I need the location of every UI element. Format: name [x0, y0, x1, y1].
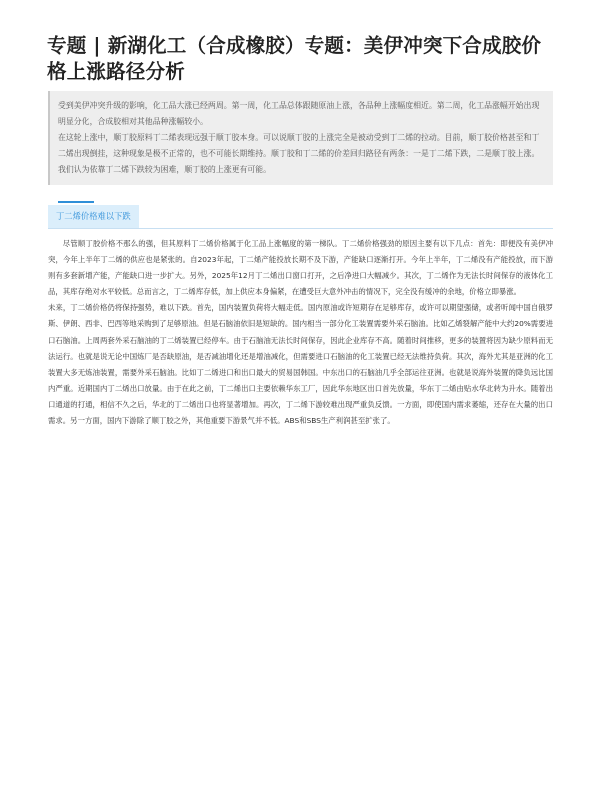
section-title: 丁二烯价格难以下跌	[48, 205, 139, 228]
page-title: 专题 | 新湖化工（合成橡胶）专题：美伊冲突下合成胶价格上涨路径分析	[47, 34, 542, 83]
body-paragraph-1: 尽管顺丁胶价格不那么的强，但其原料丁二烯价格属于化工品上涨幅度的第一梯队。丁二烯价格强劲的原因主要有以下几点：首先：即便没有美伊冲突，今年上半年丁二烯的供应也是紧张的。自2023年起，丁二烯产能投放长期不及下游，产能缺口逐渐打开。今年上半年，丁二烯没有产能投放，而下游则有多套新增产能，产能缺口进一步扩大。另外，2025年12月丁二烯出口窗口打开，之后净进口大幅减少。其次，丁二烯作为无法长时间保存的液体化工品，其库存绝对水平较低。总而言之，丁二烯库存低，加上供应本身偏紧，在遭受巨大意外冲击的情况下，完全没有缓冲的余地，价格立即暴涨。	[48, 239, 553, 297]
article-body	[48, 236, 553, 429]
summary-paragraph-1: 受到美伊冲突升级的影响，化工品大涨已经两周。第一周，化工品总体跟随原油上涨，各品种上涨幅度相近。第二周，化工品涨幅开始出现明显分化，合成胶相对其他品种涨幅较小。	[58, 101, 540, 126]
summary-box	[48, 91, 553, 185]
section-header	[48, 198, 553, 229]
summary-paragraph-2: 在这轮上涨中，顺丁胶原料丁二烯表现远强于顺丁胶本身。可以说顺丁胶的上涨完全是被动受到丁二烯的拉动。目前，顺丁胶价格甚至和丁二烯出现倒挂，这种现象是极不正常的，也不可能长期维持。顺丁胶和丁二烯的价差回归路径有两条：一是丁二烯下跌，二是顺丁胶上涨。我们认为依靠丁二烯下跌较为困难，顺丁胶的上涨更有可能。	[58, 133, 540, 174]
section-accent-bar	[58, 201, 94, 203]
body-paragraph-2: 未来，丁二烯价格仍将保持强势，难以下跌。首先，国内装置负荷将大幅走低。国内原油或许短期存在足够库存，或许可以期望强储，或者听闻中国自俄罗斯、伊朗、西非、巴西等地采购到了足够原油。但是石脑油依旧是短缺的。国内相当一部分化工装置需要外采石脑油。比如乙烯裂解产能中大约20%需要进口石脑油。上周两套外采石脑油的丁二烯装置已经停车。由于石脑油无法长时间保存，因此企业库存不高。随着时间推移，更多的装置将因为缺少原料而无法运行。也就是说无论中国炼厂是否缺原油，是否减油增化还是增油减化，但需要进口石脑油的化工装置已经无法维持负荷。其次，海外尤其是亚洲的化工装置大多无炼油装置，需要外采石脑油。比如丁二烯进口和出口最大的贸易国韩国。中东出口的石脑油几乎全部运往亚洲。也就是说海外装置的降负远比国内严重。近期国内丁二烯出口放量。由于在此之前，丁二烯出口主要依赖华东工厂，因此华东地区出口首先放量，华东丁二烯由贴水华北转为升水。随着出口通道的打通，相信不久之后，华北的丁二烯出口也将显著增加。再次，丁二烯下游较难出现严重负反馈。一方面，即使国内需求萎缩，还存在大量的出口需求。另一方面，国内下游除了顺丁胶之外，其他重要下游景气并不低。ABS和SBS生产利润甚至扩张了。	[48, 303, 553, 426]
